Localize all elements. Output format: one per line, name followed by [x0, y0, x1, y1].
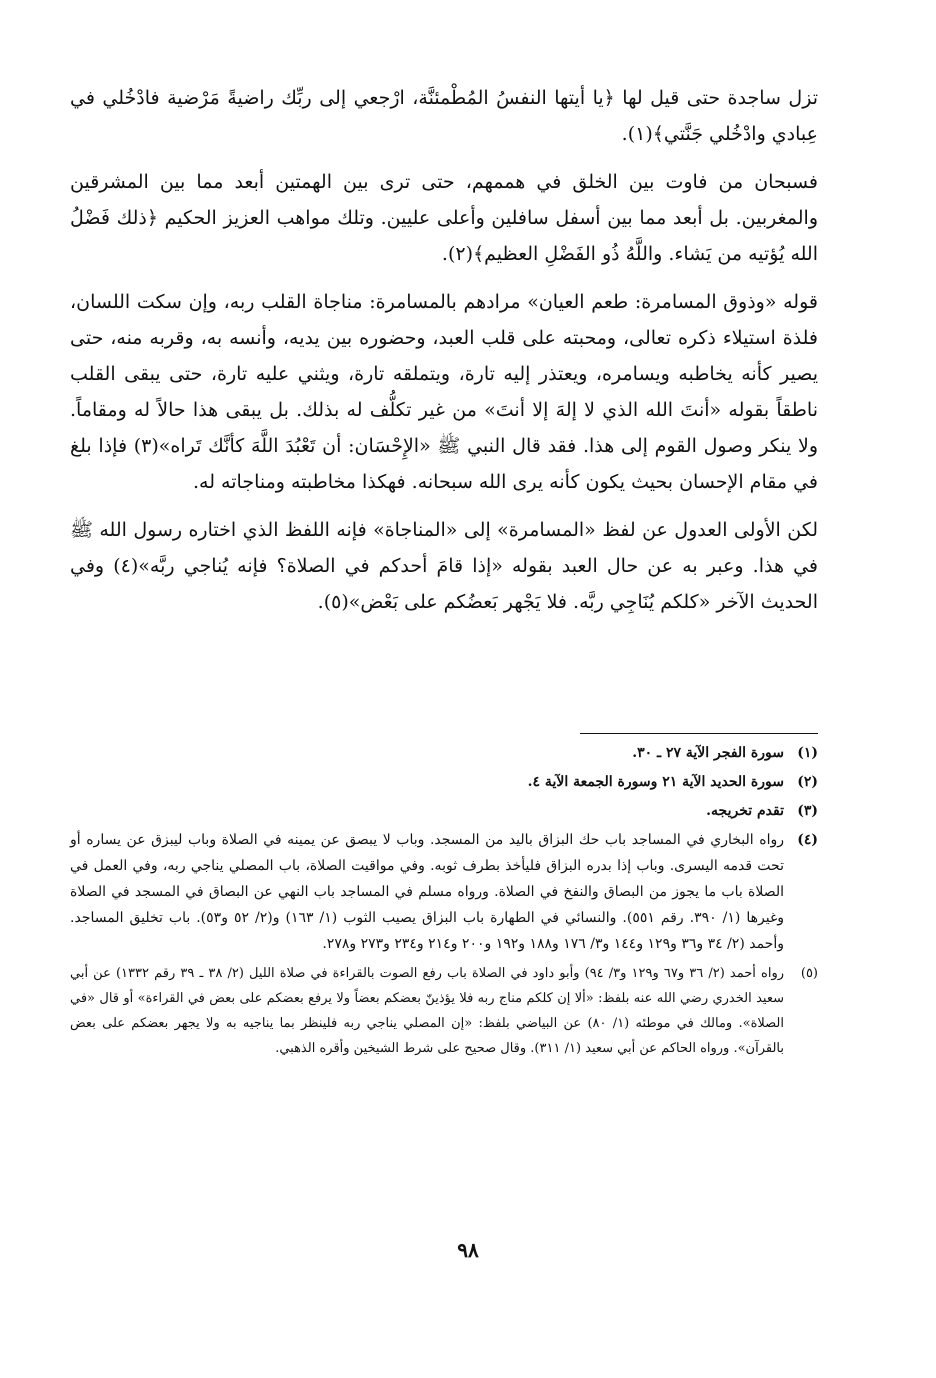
footnote-separator: [580, 733, 818, 734]
footnote-text: تقدم تخريجه.: [706, 803, 784, 819]
footnote-text: رواه أحمد (٢/ ٣٦ و٦٧ و١٢٩ و٣/ ٩٤) وأبو داود في الصلاة باب رفع الصوت بالقراءة في صلاة الليل (٢/ ٣٨ ـ ٣٩ رقم ١٣٣٢) عن أبي سعيد الخدري رضي الله عنه بلفظ: «ألا إن كلكم مناج ربه فلا يؤذينّ بعضكم بعضاً ولا يرفع بعضكم على بعض في القراءة» أو قال «في الصلاة». ومالك في موطئه (١/ ٨٠) عن البياضي بلفظ: «إن المصلي يناجي ربه فلينظر بما يناجيه به ولا يجهر بعضكم على بعض بالقرآن». ورواه الحاكم عن أبي سعيد (١/ ٣١١). وقال صحيح على شرط الشيخين وأقره الذهبي.: [70, 966, 785, 1056]
footnote-number: (١): [797, 745, 818, 761]
paragraph-1: تزل ساجدة حتى قيل لها ﴿يا أيتها النفسُ المُطْمئنَّة، ارْجعي إلى ربِّك راضيةً مَرْضية فادْخُلي في عِبادي وادْخُلي جَنَّتي﴾(١).: [70, 87, 818, 145]
footnote-1: [70, 740, 818, 766]
footnotes: [70, 740, 818, 1064]
paragraph-3: قوله «وذوق المسامرة: طعم العيان» مرادهم بالمسامرة: مناجاة القلب ربه، وإن سكت اللسان، فلذة استيلاء ذكره تعالى، ومحبته على قلب العبد، وحضوره بين يديه، وأنسه به، وقربه منه، حتى يصير كأنه يخاطبه ويسامره، ويعتذر إليه تارة، ويتملقه تارة، ويثني عليه تارة، حتى يبقى القلب ناطقاً بقوله «أنتَ الله الذي لا إلهَ إلا أنتَ» من غير تكلُّف له بذلك. بل يبقى هذا حالاً له ومقاماً. ولا ينكر وصول القوم إلى هذا. فقد قال النبي ﷺ «الإِحْسَان: أن تَعْبُدَ اللَّهَ كأنَّك تَراه»(٣) فإذا بلغ في مقام الإحسان بحيث يكون كأنه يرى الله سبحانه. فهكذا مخاطبته ومناجاته له.: [70, 291, 818, 493]
footnote-number: (٣): [797, 803, 818, 819]
paragraph-2: فسبحان من فاوت بين الخلق في هممهم، حتى ترى بين الهمتين أبعد مما بين المشرقين والمغربين. بل أبعد مما بين أسفل سافلين وأعلى عليين. وتلك مواهب العزيز الحكيم ﴿ذلك فَضْلُ الله يُؤتيه من يَشاء. واللَّهُ ذُو الفَضْلِ العظيم﴾(٢).: [70, 171, 818, 265]
footnote-3: [70, 798, 818, 824]
footnote-text: رواه البخاري في المساجد باب حك البزاق باليد من المسجد. وباب لا يبصق عن يمينه في الصلاة وباب ليبزق عن يساره أو تحت قدمه اليسرى. وباب إذا بدره البزاق فليأخذ بطرف ثوبه. وفي مواقيت الصلاة، باب المصلي يناجي ربه، وفي العمل في الصلاة باب ما يجوز من البصاق والنفخ في الصلاة. ورواه مسلم في المساجد باب النهي عن البصاق في المسجد في الصلاة وغيرها (١/ ٣٩٠. رقم ٥٥١). والنسائي في الطهارة باب البزاق يصيب الثوب (١/ ١٦٣) و(٢/ ٥٢ و٥٣). باب تخليق المساجد. وأحمد (٢/ ٣٤ و٣٦ و١٢٩ و١٤٤ و٣/ ١٧٦ و١٨٨ و١٩٢ و٢٠٠ و٢١٤ و٢٣٤ و٢٧٣ و٢٧٨.: [70, 832, 785, 952]
main-text: [70, 80, 818, 632]
footnote-5: [70, 961, 818, 1061]
footnote-4: [70, 827, 818, 957]
footnote-text: سورة الحديد الآية ٢١ وسورة الجمعة الآية ٤.: [527, 774, 784, 790]
page-number: ٩٨: [457, 1238, 479, 1262]
footnote-2: [70, 769, 818, 795]
footnote-number: (٢): [797, 774, 818, 790]
footnote-number: (٥): [800, 966, 818, 981]
paragraph-4: لكن الأولى العدول عن لفظ «المسامرة» إلى «المناجاة» فإنه اللفظ الذي اختاره رسول الله ﷺ في هذا. وعبر به عن حال العبد بقوله «إذا قامَ أحدكم في الصلاة؟ فإنه يُناجي ربَّه»(٤) وفي الحديث الآخر «كلكم يُنَاجِي ربَّه. فلا يَجْهر بَعضُكم على بَعْض»(٥).: [70, 519, 818, 613]
footnote-number: (٤): [797, 832, 818, 848]
footnote-text: سورة الفجر الآية ٢٧ ـ ٣٠.: [632, 745, 784, 761]
